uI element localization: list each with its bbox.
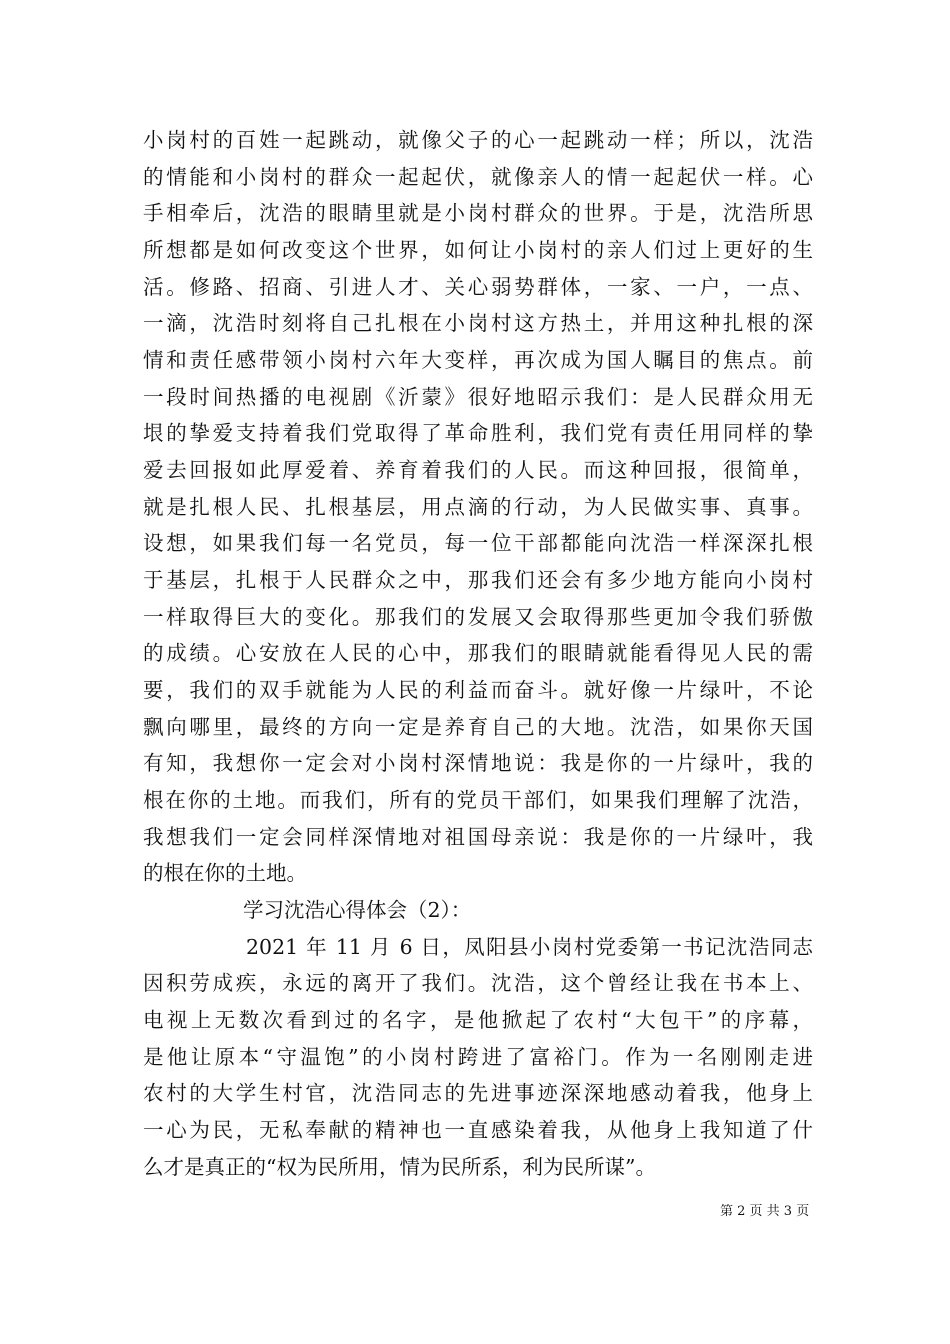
text-line: 一样取得巨大的变化。那我们的发展又会取得那些更加令我们骄傲 — [143, 605, 813, 629]
text-line: 的情能和小岗村的群众一起起伏，就像亲人的情一起起伏一样。心 — [143, 165, 813, 189]
text-line: 就是扎根人民、扎根基层，用点滴的行动，为人民做实事、真事。 — [143, 495, 813, 519]
text-line: 的成绩。心安放在人民的心中，那我们的眼睛就能看得见人民的需 — [143, 641, 813, 665]
text-line: 要，我们的双手就能为人民的利益而奋斗。就好像一片绿叶，不论 — [143, 678, 813, 702]
text-line: 情和责任感带领小岗村六年大变样，再次成为国人瞩目的焦点。前 — [143, 348, 813, 372]
text-line: 有知，我想你一定会对小岗村深情地说：我是你的一片绿叶，我的 — [143, 751, 813, 775]
text-line: 电视上无数次看到过的名字，是他掀起了农村“大包干”的序幕， — [143, 1008, 813, 1032]
text-line: 一滴，沈浩时刻将自己扎根在小岗村这方热土，并用这种扎根的深 — [143, 311, 813, 335]
text-line: 一段时间热播的电视剧《沂蒙》很好地昭示我们：是人民群众用无 — [143, 385, 813, 409]
text-line: 垠的挚爱支持着我们党取得了革命胜利，我们党有责任用同样的挚 — [143, 421, 813, 445]
text-line: 么才是真正的“权为民所用，情为民所系，利为民所谋”。 — [143, 1155, 656, 1179]
text-line: 于基层，扎根于人民群众之中，那我们还会有多少地方能向小岗村 — [143, 568, 813, 592]
text-line: 一心为民，无私奉献的精神也一直感染着我，从他身上我知道了什 — [143, 1118, 813, 1142]
text-line: 设想，如果我们每一名党员，每一位干部都能向沈浩一样深深扎根 — [143, 531, 813, 555]
text-line: 农村的大学生村官，沈浩同志的先进事迹深深地感动着我，他身上 — [143, 1081, 813, 1105]
text-line: 是他让原本“守温饱”的小岗村跨进了富裕门。作为一名刚刚走进 — [143, 1045, 813, 1069]
page-footer: 第 2 页 共 3 页 — [720, 1204, 810, 1219]
text-line: 的根在你的土地。 — [143, 861, 307, 885]
section-heading: 学习沈浩心得体会（2）： — [243, 898, 472, 922]
text-line: 2021 年 11 月 6 日，凤阳县小岗村党委第一书记沈浩同志 — [246, 935, 813, 959]
text-line: 活。修路、招商、引进人才、关心弱势群体，一家、一户，一点、 — [143, 275, 813, 299]
text-line: 根在你的土地。而我们，所有的党员干部们，如果我们理解了沈浩， — [143, 788, 813, 812]
text-line: 爱去回报如此厚爱着、养育着我们的人民。而这种回报，很简单， — [143, 458, 813, 482]
text-line: 我想我们一定会同样深情地对祖国母亲说：我是你的一片绿叶，我 — [143, 825, 813, 849]
text-line: 因积劳成疾，永远的离开了我们。沈浩，这个曾经让我在书本上、 — [143, 971, 813, 995]
text-line: 飘向哪里，最终的方向一定是养育自己的大地。沈浩，如果你天国 — [143, 715, 813, 739]
text-line: 小岗村的百姓一起跳动，就像父子的心一起跳动一样；所以，沈浩 — [143, 128, 813, 152]
text-line: 手相牵后，沈浩的眼睛里就是小岗村群众的世界。于是，沈浩所思 — [143, 201, 813, 225]
text-line: 所想都是如何改变这个世界，如何让小岗村的亲人们过上更好的生 — [143, 238, 813, 262]
